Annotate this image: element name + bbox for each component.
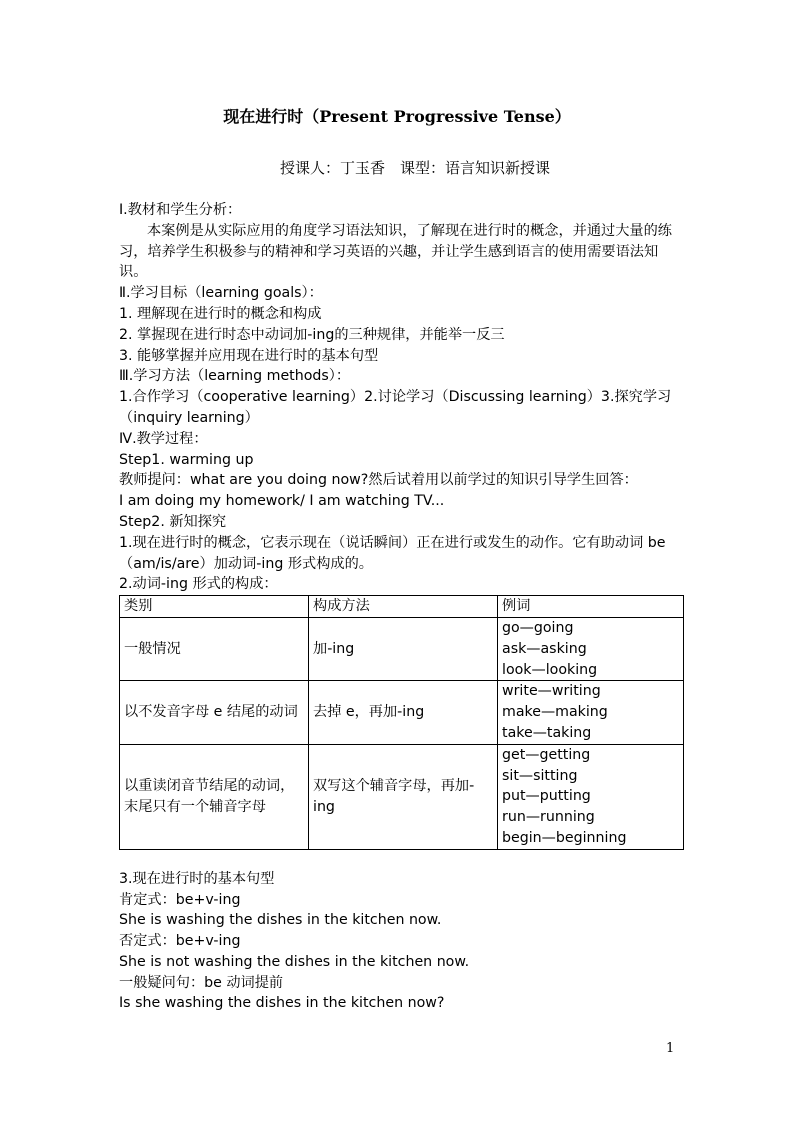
goal-item: 1. 理解现在进行时的概念和构成: [119, 305, 322, 322]
header-method: 构成方法: [309, 596, 498, 618]
row-method: 去掉 e，再加-ing: [309, 681, 498, 744]
question-example: Is she washing the dishes in the kitchen now?: [119, 995, 445, 1012]
section3-text: 1.合作学习（cooperative learning）2.讨论学习（Discussing learning）3.探究学习（inquiry learning）: [119, 389, 672, 426]
example-word: put—putting: [502, 788, 591, 805]
section2-heading: Ⅱ.学习目标（learning goals）：: [119, 285, 323, 302]
row-category: 以重读闭音节结尾的动词，末尾只有一个辅音字母: [120, 744, 309, 849]
header-category: 类别: [120, 596, 309, 618]
page-number: 1: [666, 1041, 675, 1056]
table-row: [120, 617, 684, 680]
table-row: [120, 744, 684, 849]
row-method: 加-ing: [309, 617, 498, 680]
step1-heading: Step1. warming up: [119, 451, 254, 468]
affirmative-label: 肯定式：be+v-ing: [119, 891, 241, 908]
example-word: write—writing: [502, 683, 601, 700]
goal-item: 3. 能够掌握并应用现在进行时的基本句型: [119, 347, 379, 364]
row-examples: [498, 744, 684, 849]
example-word: sit—sitting: [502, 767, 578, 784]
example-word: go—going: [502, 619, 574, 636]
row-examples: [498, 681, 684, 744]
spacer: [119, 850, 679, 869]
step1-answer: I am doing my homework/ I am watching TV...: [119, 493, 445, 510]
affirmative-example: She is washing the dishes in the kitchen now.: [119, 912, 442, 929]
row-category: 以不发音字母 e 结尾的动词: [120, 681, 309, 744]
document-body: [119, 200, 679, 1014]
question-label: 一般疑问句：be 动词提前: [119, 974, 284, 991]
section3-heading: Ⅲ.学习方法（learning methods）：: [119, 368, 351, 385]
document-subtitle: 授课人：丁玉香 课型：语言知识新授课: [279, 159, 550, 177]
table-row: [120, 681, 684, 744]
negative-label: 否定式：be+v-ing: [119, 933, 241, 950]
goal-item: 2. 掌握现在进行时态中动词加-ing的三种规律，并能举一反三: [119, 326, 505, 343]
example-word: look—looking: [502, 661, 598, 678]
example-word: begin—beginning: [502, 829, 627, 846]
example-word: take—taking: [502, 724, 592, 741]
section1-heading: Ⅰ.教材和学生分析：: [119, 202, 242, 218]
table-header-row: [120, 596, 684, 618]
example-word: get—getting: [502, 746, 591, 763]
negative-example: She is not washing the dishes in the kitchen now.: [119, 953, 470, 970]
header-examples: 例词: [498, 596, 684, 618]
row-examples: [498, 617, 684, 680]
patterns-heading: 3.现在进行时的基本句型: [119, 870, 275, 887]
row-method: 双写这个辅音字母，再加-ing: [309, 744, 498, 849]
document-title: 现在进行时（Present Progressive Tense）: [223, 107, 571, 126]
section4-heading: Ⅳ.教学过程：: [119, 430, 208, 447]
step1-question: 教师提问：what are you doing now?然后试着用以前学过的知识引导学生回答：: [119, 472, 638, 489]
step2-heading: Step2. 新知探究: [119, 513, 227, 530]
example-word: run—running: [502, 809, 595, 826]
concept-text: 1.现在进行时的概念，它表示现在（说话瞬间）正在进行或发生的动作。它有助动词 be（am/is/are）加动词-ing 形式构成的。: [119, 534, 666, 572]
section1-text: 本案例是从实际应用的角度学习语法知识，了解现在进行时的概念，并通过大量的练习，培养学生积极参与的精神和学习英语的兴趣，并让学生感到语言的使用需要语法知识。: [119, 222, 672, 281]
example-word: ask—asking: [502, 640, 587, 657]
forms-heading: 2.动词-ing 形式的构成：: [119, 576, 278, 593]
example-word: make—making: [502, 704, 608, 721]
row-category: 一般情况: [120, 617, 309, 680]
ing-forms-table: [119, 595, 684, 850]
